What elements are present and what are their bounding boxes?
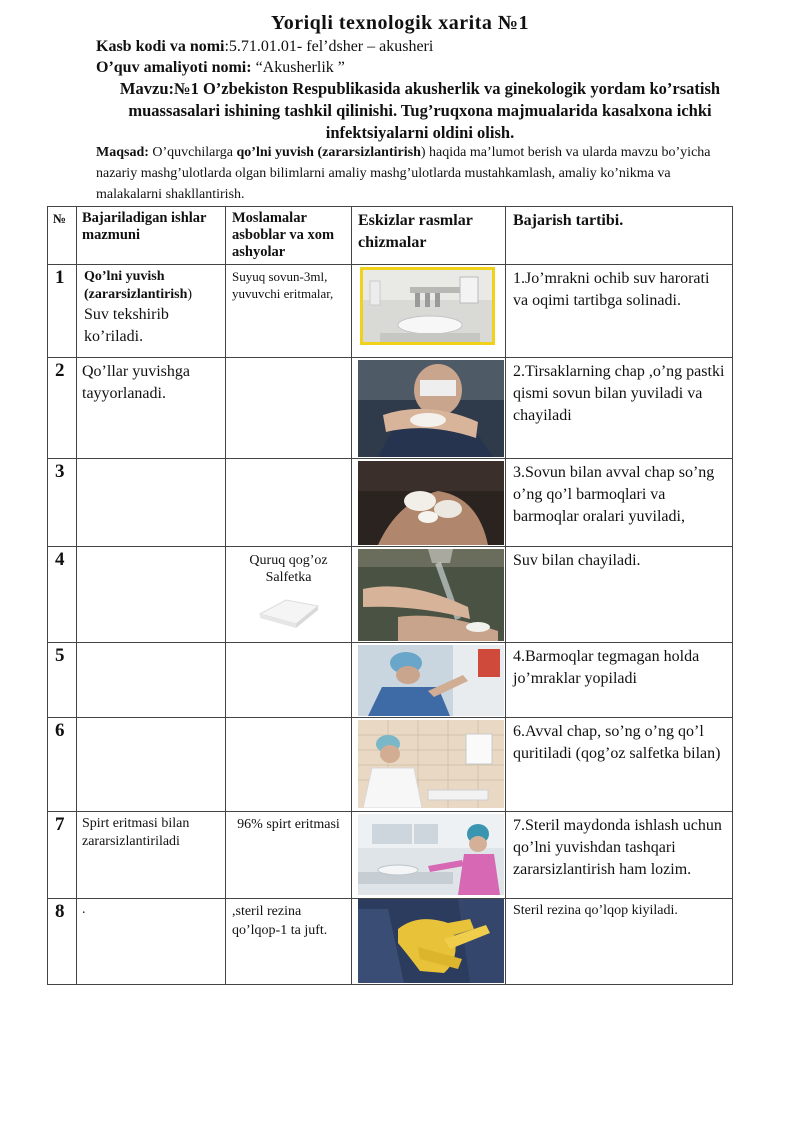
topic-heading: Mavzu:№1 O’zbekiston Respublikasida akusherlik va ginekologik yordam ko’rsatish muassasalari ishining tashkil qilinishi. Tug’ruqxona majmualarida kasalxona ichki infektsiyalarni oldini olish. bbox=[119, 79, 721, 142]
table-row bbox=[48, 812, 733, 899]
row-step: 1.Jo’mrakni ochib suv harorati va oqimi tartibga solinadi. bbox=[506, 265, 733, 358]
header-tools: Moslamalar asboblar va xom ashyolar bbox=[226, 207, 352, 265]
table-header-row bbox=[48, 207, 733, 265]
row-number: 1 bbox=[48, 265, 77, 358]
nurse-sink-photo bbox=[358, 814, 505, 895]
row-step: 7.Steril maydonda ishlash uchun qo’lni yuvishdan tashqari zararsizlantirish ham lozim. bbox=[506, 812, 733, 899]
row-image-cell bbox=[352, 643, 506, 718]
napkin-image bbox=[256, 594, 322, 630]
row-step: 3.Sovun bilan avval chap so’ng o’ng qo’l barmoqlari va barmoqlar oralari yuviladi, bbox=[506, 459, 733, 547]
row-content-bold: Qo’lni yuvish (zararsizlantirish bbox=[84, 269, 188, 302]
table-row bbox=[48, 265, 733, 358]
elbow-wash-photo bbox=[358, 360, 505, 457]
row-number: 8 bbox=[48, 899, 77, 985]
row-content bbox=[77, 265, 226, 358]
row-content-bold-tail: ) bbox=[187, 287, 193, 302]
row-number: 5 bbox=[48, 643, 77, 718]
row-image-cell bbox=[352, 812, 506, 899]
row-step: Suv bilan chayiladi. bbox=[506, 547, 733, 643]
row-number: 4 bbox=[48, 547, 77, 643]
page-title: Yoriqli texnologik xarita №1 bbox=[271, 12, 529, 34]
table-row bbox=[48, 643, 733, 718]
row-content bbox=[77, 547, 226, 643]
table-row bbox=[48, 459, 733, 547]
goal-paragraph bbox=[96, 142, 736, 205]
row-step: 2.Tirsaklarning chap ,o’ng pastki qismi sovun bilan yuviladi va chayiladi bbox=[506, 358, 733, 459]
row-image-cell bbox=[352, 718, 506, 812]
soap-hands-photo bbox=[358, 461, 505, 545]
row-image-cell bbox=[352, 459, 506, 547]
row-tools bbox=[226, 547, 352, 643]
row-step: 4.Barmoqlar tegmagan holda jo’mraklar yopiladi bbox=[506, 643, 733, 718]
row-content: Qo’llar yuvishga tayyorlanadi. bbox=[77, 358, 226, 459]
practice-value: “Akusherlik ” bbox=[251, 59, 345, 76]
tap-close-photo bbox=[358, 645, 505, 716]
practice-line bbox=[96, 59, 345, 77]
row-content bbox=[77, 643, 226, 718]
profession-line bbox=[96, 38, 433, 56]
row-tools bbox=[226, 643, 352, 718]
row-content-text: Suv tekshirib ko’riladi. bbox=[84, 306, 169, 345]
technology-map-table bbox=[47, 206, 733, 985]
practice-label: O’quv amaliyoti nomi: bbox=[96, 59, 252, 76]
table-row bbox=[48, 358, 733, 459]
table-row bbox=[48, 547, 733, 643]
row-step: 6.Avval chap, so’ng o’ng qo’l quritiladi (qog’oz salfetka bilan) bbox=[506, 718, 733, 812]
row-content bbox=[77, 718, 226, 812]
row-tools bbox=[226, 459, 352, 547]
header-number: № bbox=[48, 207, 77, 265]
row-number: 3 bbox=[48, 459, 77, 547]
row-number: 6 bbox=[48, 718, 77, 812]
row-content: Spirt eritmasi bilan zararsizlantiriladi bbox=[77, 812, 226, 899]
row-step: Steril rezina qo’lqop kiyiladi. bbox=[506, 899, 733, 985]
row-tools: 96% spirt eritmasi bbox=[226, 812, 352, 899]
sink-photo bbox=[360, 267, 505, 345]
row-tools: ,steril rezina qo’lqop-1 ta juft. bbox=[226, 899, 352, 985]
drying-photo bbox=[358, 720, 505, 808]
row-image-cell bbox=[352, 547, 506, 643]
row-number: 7 bbox=[48, 812, 77, 899]
row-tools bbox=[226, 718, 352, 812]
profession-value: :5.71.01.01- fel’dsher – akusheri bbox=[224, 38, 434, 55]
row-image-cell bbox=[352, 358, 506, 459]
row-tools bbox=[226, 358, 352, 459]
row-content bbox=[77, 459, 226, 547]
goal-text-bold: qo’lni yuvish (zararsizlantirish bbox=[236, 145, 421, 160]
header-order: Bajarish tartibi. bbox=[506, 207, 733, 265]
table-row bbox=[48, 899, 733, 985]
row-image-cell bbox=[352, 265, 506, 358]
row-tools: Suyuq sovun-3ml, yuvuvchi eritmalar, bbox=[226, 265, 352, 358]
goal-label: Maqsad: bbox=[96, 145, 149, 160]
gloves-photo bbox=[358, 899, 505, 983]
header-sketch: Eskizlar rasmlar chizmalar bbox=[352, 207, 506, 265]
row-tools-text: Quruq qog’oz Salfetka bbox=[249, 553, 328, 585]
goal-text-post: ) haqida ma’lumot berish va ularda mavzu bo’yicha nazariy mashg’ulotlarda olgan bilimlarni amaliy mashg’ulotlarda mustahkamlash, amaliy ko’nikma va malakalarni shakllantirish. bbox=[96, 145, 711, 202]
goal-text-pre: O’quvchilarga bbox=[148, 145, 237, 160]
profession-label: Kasb kodi va nomi bbox=[96, 38, 225, 55]
rinse-photo bbox=[358, 549, 505, 641]
header-content: Bajariladigan ishlar mazmuni bbox=[77, 207, 226, 265]
row-image-cell bbox=[352, 899, 506, 985]
row-content: . bbox=[77, 899, 226, 985]
table-row bbox=[48, 718, 733, 812]
row-number: 2 bbox=[48, 358, 77, 459]
